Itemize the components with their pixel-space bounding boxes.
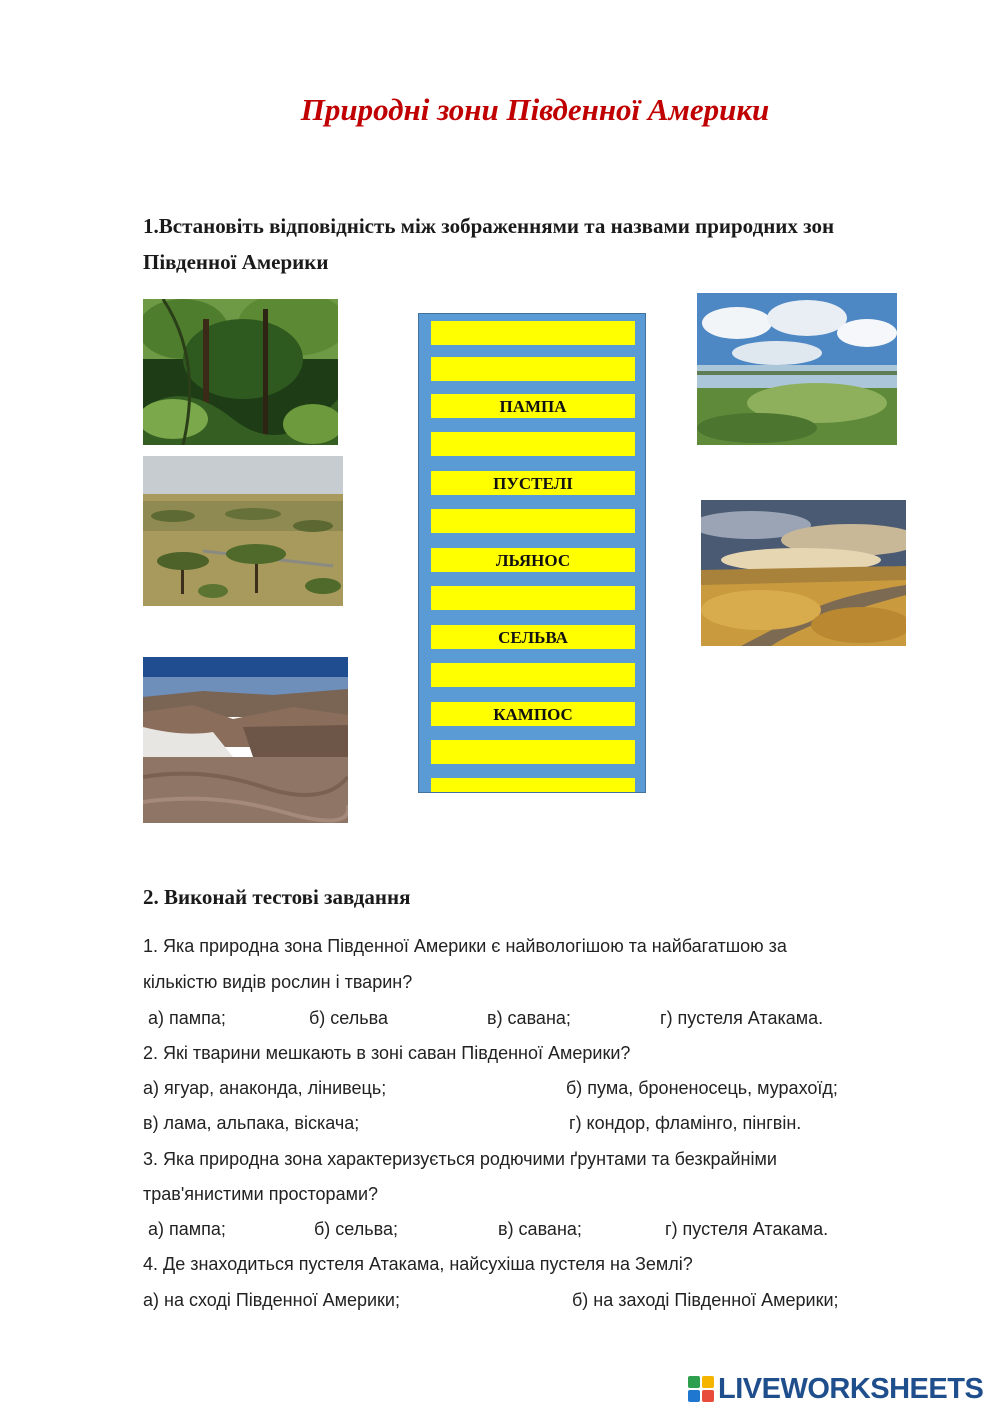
q2-option-d[interactable]: г) кондор, фламінго, пінгвін. [569, 1113, 802, 1133]
desert-photo [143, 657, 348, 823]
q3-option-a[interactable]: а) пампа; [148, 1219, 226, 1239]
question-3-line2: трав'янистими просторами? [143, 1184, 379, 1204]
liveworksheets-logo-icon [688, 1376, 714, 1402]
logo-text: LIVEWORKSHEETS [718, 1372, 984, 1405]
zone-label-llanos[interactable]: ЛЬЯНОС [431, 548, 635, 572]
q4-option-b[interactable]: б) на заході Південної Америки; [572, 1290, 839, 1310]
answer-slot[interactable] [431, 509, 635, 533]
answer-board [418, 313, 646, 793]
logo-square [688, 1390, 700, 1402]
q2-option-b[interactable]: б) пума, броненосець, мурахоїд; [566, 1078, 838, 1098]
answer-slot[interactable] [431, 321, 635, 345]
answer-slot[interactable] [431, 663, 635, 687]
question-3-line1: 3. Яка природна зона характеризується родючими ґрунтами та безкрайніми [143, 1149, 777, 1169]
q4-option-a[interactable]: а) на сході Південної Америки; [143, 1290, 400, 1310]
logo-square [702, 1376, 714, 1388]
question-1-line2: кількістю видів рослин і тварин? [143, 972, 413, 992]
task1-heading-line2: Південної Америки [143, 250, 329, 274]
rainforest-photo [143, 299, 338, 445]
zone-label-deserts[interactable]: ПУСТЕЛІ [431, 471, 635, 495]
answer-slot[interactable] [431, 432, 635, 456]
question-4-line1: 4. Де знаходиться пустеля Атакама, найсухіша пустеля на Землі? [143, 1254, 693, 1274]
q1-option-a[interactable]: а) пампа; [148, 1008, 226, 1028]
q2-option-c[interactable]: в) лама, альпака, віскача; [143, 1113, 360, 1133]
zone-label-pampa[interactable]: ПАМПА [431, 394, 635, 418]
task1-heading [143, 208, 943, 280]
question-2-line1: 2. Які тварини мешкають в зоні саван Південної Америки? [143, 1043, 631, 1063]
wetland-photo [697, 293, 897, 445]
answer-slot[interactable] [431, 778, 635, 793]
q1-option-b[interactable]: б) сельва [309, 1008, 388, 1028]
q2-option-a[interactable]: а) ягуар, анаконда, лінивець; [143, 1078, 387, 1098]
savanna-photo [143, 456, 343, 606]
q3-option-d[interactable]: г) пустеля Атакама. [665, 1219, 829, 1239]
grassland-photo [701, 500, 906, 646]
q3-option-c[interactable]: в) савана; [498, 1219, 582, 1239]
answer-slot[interactable] [431, 357, 635, 381]
answer-slot[interactable] [431, 740, 635, 764]
logo-square [702, 1390, 714, 1402]
zone-label-campos[interactable]: КАМПОС [431, 702, 635, 726]
q3-option-b[interactable]: б) сельва; [314, 1219, 398, 1239]
page-title: Природні зони Південної Америки [300, 92, 770, 127]
task2-heading: 2. Виконай тестові завдання [143, 885, 411, 909]
q1-option-d[interactable]: г) пустеля Атакама. [660, 1008, 824, 1028]
answer-slot[interactable] [431, 586, 635, 610]
task1-heading-line1: 1.Встановіть відповідність між зображеннями та назвами природних зон [143, 214, 835, 238]
q1-option-c[interactable]: в) савана; [487, 1008, 571, 1028]
liveworksheets-logo[interactable] [688, 1372, 983, 1406]
zone-label-selva[interactable]: СЕЛЬВА [431, 625, 635, 649]
logo-square [688, 1376, 700, 1388]
question-1-line1: 1. Яка природна зона Південної Америки є найвологішою та найбагатшою за [143, 936, 787, 956]
